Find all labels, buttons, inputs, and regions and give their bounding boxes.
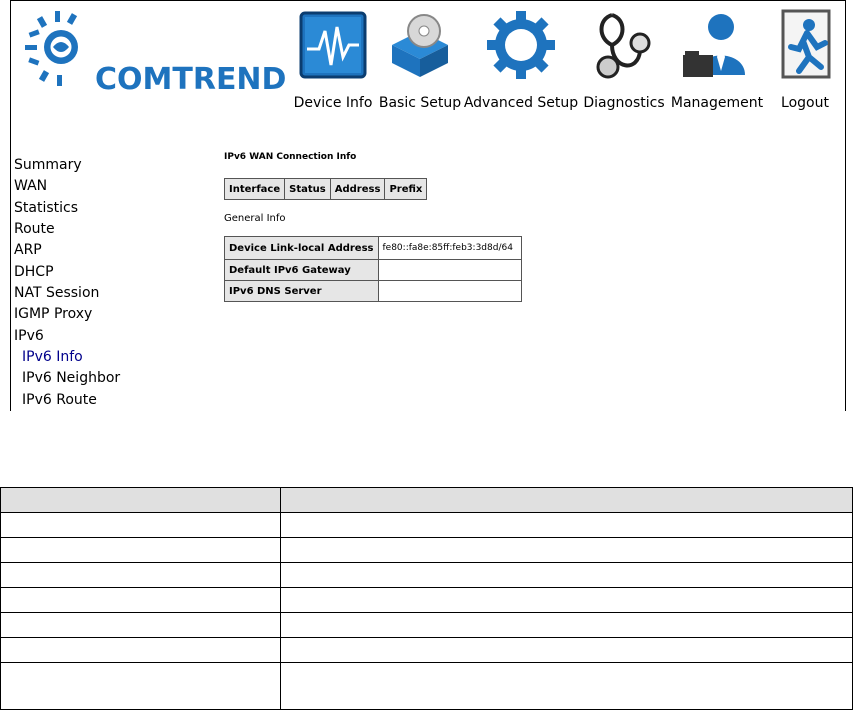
- table-cell: [281, 663, 853, 710]
- advanced-setup-icon: [485, 9, 557, 81]
- sidebar-item-statistics[interactable]: Statistics: [14, 200, 78, 216]
- sidebar: [11, 143, 176, 411]
- table-cell: [281, 538, 853, 563]
- table-cell: [1, 513, 281, 538]
- table-cell: [1, 588, 281, 613]
- table-row: [1, 538, 853, 563]
- logout-icon: [769, 9, 841, 81]
- table-cell: [281, 563, 853, 588]
- column-header: Status: [285, 179, 331, 200]
- nav-device-info[interactable]: [289, 1, 377, 121]
- table-header-row: [225, 179, 427, 200]
- row-label: Default IPv6 Gateway: [225, 260, 379, 281]
- sidebar-item-route[interactable]: Route: [14, 221, 55, 237]
- wan-connection-table: [224, 178, 427, 200]
- sidebar-item-nat-session[interactable]: NAT Session: [14, 285, 100, 301]
- table-row: [1, 563, 853, 588]
- table-cell: [281, 513, 853, 538]
- table-row: [1, 513, 853, 538]
- table-cell: [281, 638, 853, 663]
- table-cell: [1, 538, 281, 563]
- nav-basic-setup[interactable]: [377, 1, 463, 121]
- table-cell: [1, 488, 281, 513]
- comtrend-logo: [23, 9, 293, 99]
- row-value: [378, 281, 521, 302]
- nav-advanced-setup-label: Advanced Setup: [463, 95, 579, 111]
- row-label: Device Link-local Address: [225, 237, 379, 260]
- nav-advanced-setup[interactable]: [463, 1, 579, 121]
- nav-logout-label: Logout: [781, 95, 829, 111]
- column-header: Prefix: [385, 179, 427, 200]
- router-ui-frame: [10, 0, 846, 411]
- sidebar-item-summary[interactable]: Summary: [14, 157, 82, 173]
- sidebar-item-ipv6-route[interactable]: IPv6 Route: [22, 392, 97, 408]
- main-content: [176, 143, 845, 411]
- device-info-icon: [297, 9, 369, 81]
- sidebar-item-ipv6-info[interactable]: IPv6 Info: [22, 349, 83, 365]
- sidebar-item-arp[interactable]: ARP: [14, 242, 42, 258]
- basic-setup-icon: [384, 9, 456, 81]
- table-header-row: [1, 488, 853, 513]
- column-header: Interface: [225, 179, 285, 200]
- wan-connection-title: IPv6 WAN Connection Info: [224, 152, 357, 162]
- row-value: [378, 260, 521, 281]
- document-table: [0, 487, 853, 710]
- table-row: [1, 588, 853, 613]
- column-header: Address: [330, 179, 385, 200]
- table-row: [225, 281, 522, 302]
- table-row: [1, 663, 853, 710]
- nav-device-info-label: Device Info: [293, 95, 373, 111]
- table-cell: [281, 613, 853, 638]
- table-cell: [1, 663, 281, 710]
- general-info-title: General Info: [224, 213, 286, 224]
- table-cell: [281, 488, 853, 513]
- sidebar-item-ipv6-neighbor[interactable]: IPv6 Neighbor: [22, 370, 121, 386]
- table-cell: [1, 638, 281, 663]
- nav-logout[interactable]: [765, 1, 845, 121]
- table-row: [1, 638, 853, 663]
- nav-management[interactable]: [669, 1, 765, 121]
- sidebar-item-ipv6[interactable]: IPv6: [14, 328, 44, 344]
- table-cell: [281, 588, 853, 613]
- sidebar-item-wan[interactable]: WAN: [14, 178, 48, 194]
- nav-basic-setup-label: Basic Setup: [378, 95, 462, 111]
- header: [11, 1, 845, 143]
- table-cell: [1, 613, 281, 638]
- nav-diagnostics-label: Diagnostics: [583, 95, 665, 111]
- nav-management-label: Management: [670, 95, 764, 111]
- table-cell: [1, 563, 281, 588]
- stethoscope-icon: [588, 9, 660, 81]
- brand-name: COMTREND: [95, 62, 287, 97]
- sidebar-item-igmp-proxy[interactable]: IGMP Proxy: [14, 306, 93, 322]
- row-label: IPv6 DNS Server: [225, 281, 379, 302]
- management-icon: [681, 9, 753, 81]
- table-row: [225, 237, 522, 260]
- table-row: [225, 260, 522, 281]
- row-value: fe80::fa8e:85ff:feb3:3d8d/64: [378, 237, 521, 260]
- general-info-table: [224, 236, 522, 302]
- nav-diagnostics[interactable]: [579, 1, 669, 121]
- sidebar-item-dhcp[interactable]: DHCP: [14, 264, 54, 280]
- table-row: [1, 613, 853, 638]
